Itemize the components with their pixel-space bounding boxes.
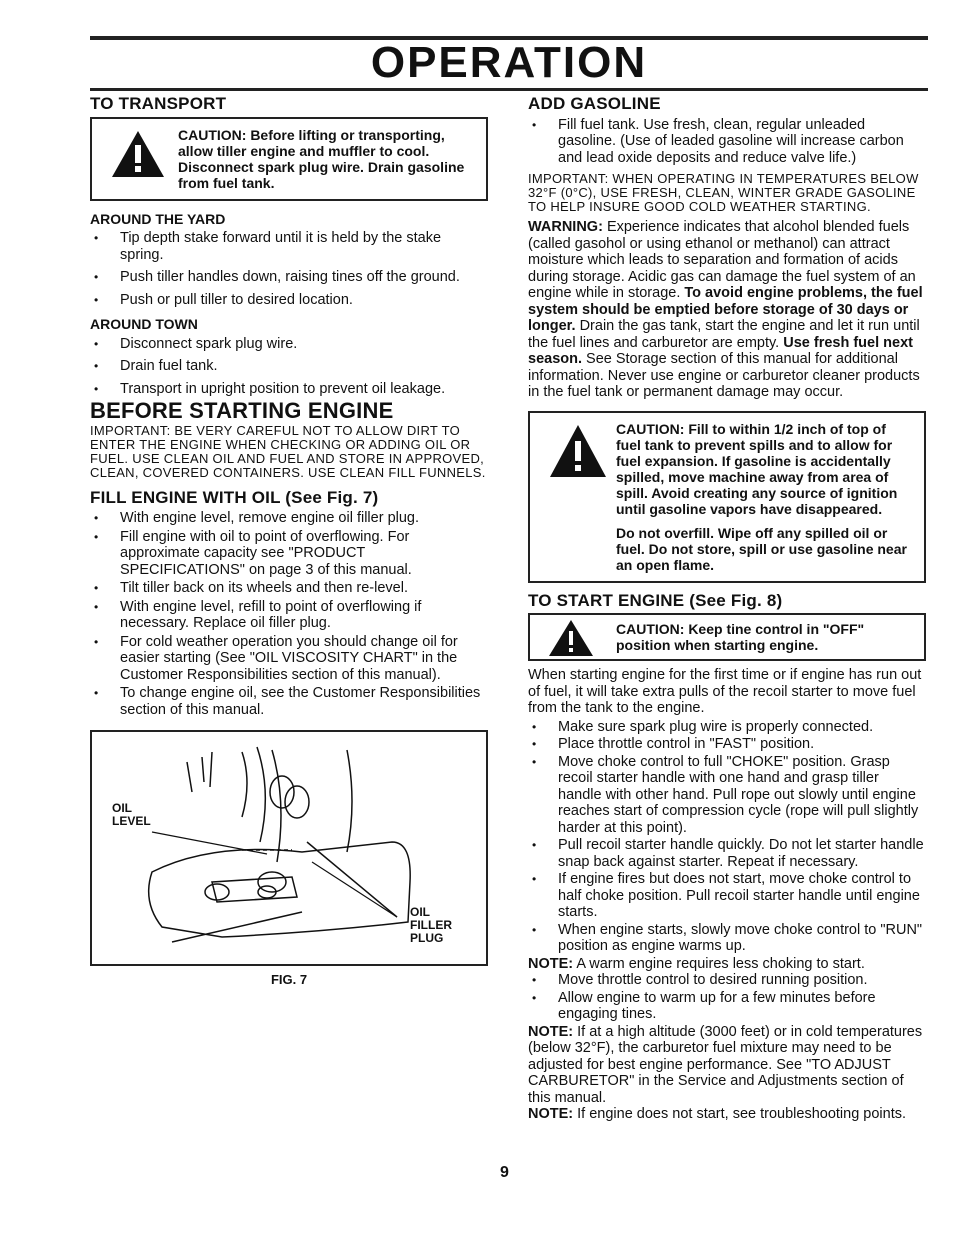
gas-important-text: IMPORTANT: WHEN OPERATING IN TEMPERATURES BELOW 32°F (0°C), USE FRESH, CLEAN, WINTER GRADE GASOLINE TO HELP INSURE GOOD COLD WEATHER STARTING. <box>528 171 919 214</box>
list-item: • Tilt tiller back on its wheels and then re-level. <box>90 580 488 597</box>
list-item: • If engine fires but does not start, move choke control to half choke position. Pull recoil starter handle until engine starts. <box>528 871 926 921</box>
transport-caution-box <box>90 117 488 201</box>
list-item: • Move choke control to full "CHOKE" position. Grasp recoil starter handle with one hand and grasp tiller handle with other hand. Pull rope out slowly until engine reaches start of compression cycle (rope will pull slightly harder at this point). <box>528 754 926 837</box>
left-column <box>90 96 488 989</box>
start-engine-heading: TO START ENGINE (See Fig. 8) <box>528 590 783 610</box>
list-item: • Fill engine with oil to point of overflowing. For approximate capacity see "PRODUCT SPECIFICATIONS" on page 3 of this manual. <box>90 529 488 579</box>
note-troubleshooting: NOTE: If engine does not start, see troubleshooting points. <box>528 1106 907 1122</box>
header-rule-bottom <box>90 88 928 91</box>
list-item: • Pull recoil starter handle quickly. Do not let starter handle snap back against starter. Repeat if necessary. <box>528 837 926 870</box>
warning-triangle-icon <box>548 619 594 657</box>
warning-triangle-icon <box>110 129 166 179</box>
after-start-list <box>528 972 926 1023</box>
oil-filler-plug-label: OIL FILLER PLUG <box>410 905 452 945</box>
note-warm-engine: NOTE: A warm engine requires less choking to start. <box>528 955 865 972</box>
fuel-caution-text-2: Do not overfill. Wipe off any spilled oil or fuel. Do not store, spill or use gasoline near an open flame. <box>616 524 907 573</box>
list-item: • Make sure spark plug wire is properly connected. <box>528 719 926 736</box>
list-item: • Tip depth stake forward until it is held by the stake spring. <box>90 230 488 263</box>
gasoline-list <box>528 117 926 167</box>
start-caution-text: CAUTION: Keep tine control in "OFF" position when starting engine. <box>616 621 865 653</box>
transport-heading: TO TRANSPORT <box>90 94 227 113</box>
warning-paragraph: WARNING: Experience indicates that alcohol blended fuels (called gasohol or using ethanol or methanol) can attract moisture which leads to separation and formation of acids during storage. Acidic gas can damage the fuel system of an engine while in storage. To avoid engine problems, the fuel system should be emptied before storage of 30 days or longer. Drain the gas tank, start the engine and let it run until the fuel lines and carburetor are empty. Use fresh fuel next season. See Storage section of this manual for additional information. Never use engine or carburetor cleaner products in the fuel tank or permanent damage may occur. <box>528 219 923 400</box>
page-title: OPERATION <box>370 38 648 87</box>
start-steps-list <box>528 719 926 955</box>
transport-caution-text: CAUTION: Before lifting or transporting, allow tiller engine and muffler to cool. Disconnect spark plug wire. Drain gasoline from fuel tank. <box>178 126 465 191</box>
fuel-caution-box <box>528 411 926 583</box>
oil-level-label: OIL LEVEL <box>112 801 151 828</box>
list-item: • For cold weather operation you should change oil for easier starting (See "OIL VISCOSITY CHART" in the Customer Responsibilities section of this manual). <box>90 634 488 684</box>
list-item: • Fill fuel tank. Use fresh, clean, regular unleaded gasoline. (Use of leaded gasoline will increase carbon and lead oxide deposits and reduce valve life.) <box>528 117 926 167</box>
list-item: • When engine starts, slowly move choke control to "RUN" position as engine warms up. <box>528 922 926 955</box>
list-item: • With engine level, remove engine oil filler plug. <box>90 510 488 527</box>
town-heading: AROUND TOWN <box>90 316 198 332</box>
right-column <box>528 96 926 1123</box>
list-item: • To change engine oil, see the Customer Responsibilities section of this manual. <box>90 685 488 718</box>
list-item: • Transport in upright position to prevent oil leakage. <box>90 381 488 398</box>
list-item: • Move throttle control to desired running position. <box>528 972 926 989</box>
list-item: • Drain fuel tank. <box>90 358 488 375</box>
start-intro-text: When starting engine for the first time or if engine has run out of fuel, it will take extra pulls of the recoil starter to move fuel from the tank to the engine. <box>528 667 922 716</box>
figure-7-box <box>90 730 488 966</box>
list-item: • Place throttle control in "FAST" position. <box>528 736 926 753</box>
list-item: • Allow engine to warm up for a few minutes before engaging tines. <box>528 990 926 1023</box>
start-caution-box <box>528 613 926 661</box>
town-list <box>90 336 488 398</box>
fill-oil-list <box>90 510 488 718</box>
yard-heading: AROUND THE YARD <box>90 210 226 227</box>
warning-triangle-icon <box>548 423 608 479</box>
fill-oil-heading: FILL ENGINE WITH OIL (See Fig. 7) <box>90 487 379 507</box>
note-altitude: NOTE: If at a high altitude (3000 feet) or in cold temperatures (below 32°F), the carburetor fuel mixture may need to be adjusted for best engine performance. See "TO ADJUST CARBURETOR" in the Service and Adjustments section of this manual. <box>528 1023 923 1106</box>
fuel-caution-text: CAUTION: Fill to within 1/2 inch of top of fuel tank to prevent spills and to allow for fuel expansion. If gasoline is accidentally spilled, move machine away from area of spill. Avoid creating any source of ignition until gasoline vapors have disappeared. <box>616 420 898 517</box>
before-starting-heading: BEFORE STARTING ENGINE <box>90 398 394 423</box>
page-number: 9 <box>500 1164 509 1181</box>
yard-list <box>90 230 488 308</box>
add-gasoline-heading: ADD GASOLINE <box>528 94 661 113</box>
figure-caption: FIG. 7 <box>270 972 308 987</box>
list-item: • Disconnect spark plug wire. <box>90 336 488 353</box>
list-item: • Push tiller handles down, raising tines off the ground. <box>90 269 488 286</box>
before-important-text: IMPORTANT: BE VERY CAREFUL NOT TO ALLOW DIRT TO ENTER THE ENGINE WHEN CHECKING OR ADDING OIL OR FUEL. USE CLEAN OIL AND FUEL AND STORE IN APPROVED, CLEAN, COVERED CONTAINERS. USE CLEAN FILL FUNNELS. <box>90 422 486 480</box>
list-item: • With engine level, refill to point of overflowing if necessary. Replace oil filler plug. <box>90 599 488 632</box>
list-item: • Push or pull tiller to desired location. <box>90 292 488 309</box>
